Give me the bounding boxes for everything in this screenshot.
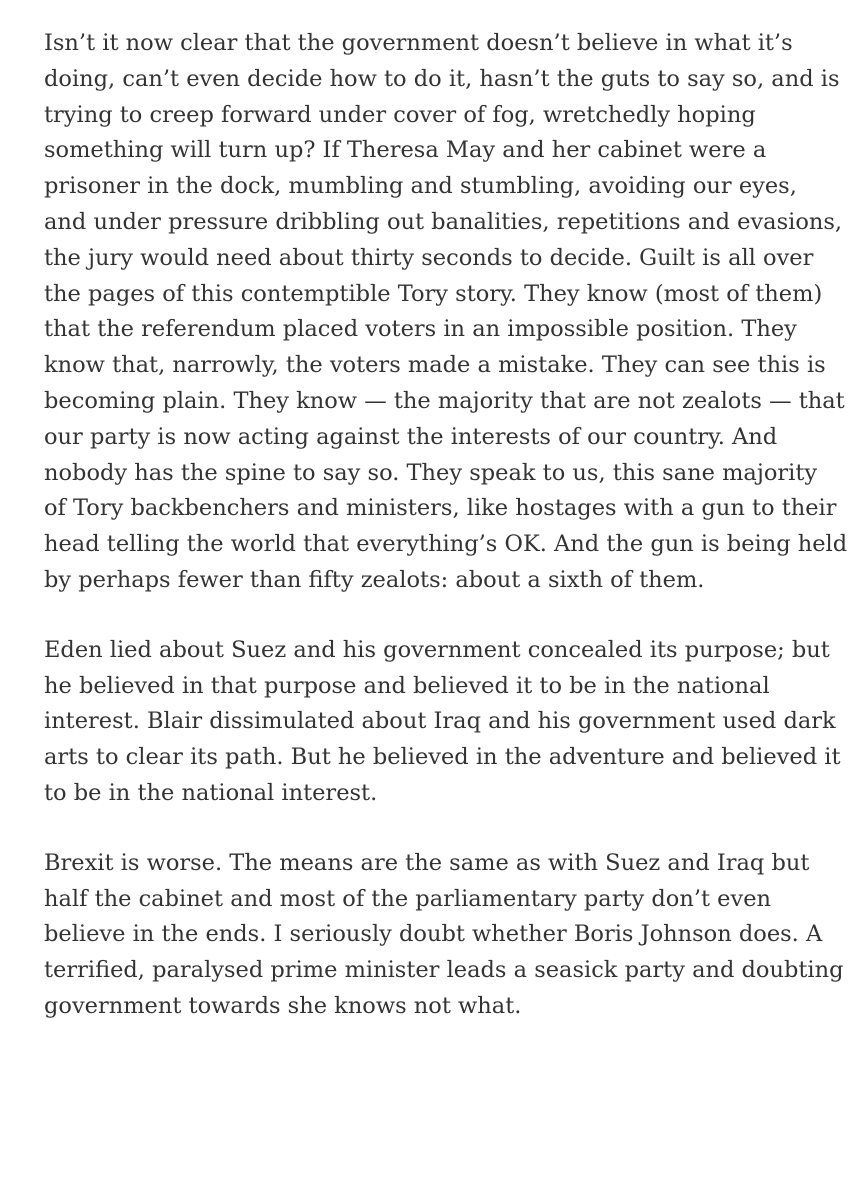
text-line: trying to creep forward under cover of fog, wretchedly hoping	[44, 101, 756, 128]
text-line: nobody has the spine to say so. They speak to us, this sane majority	[44, 459, 818, 486]
text-line: becoming plain. They know — the majority that are not zealots — that	[44, 387, 845, 414]
text-line: interest. Blair dissimulated about Iraq and his government used dark	[44, 708, 836, 735]
text-line: that the referendum placed voters in an impossible position. They	[44, 316, 797, 343]
text-line: government towards she knows not what.	[44, 992, 522, 1019]
text-line: doing, can’t even decide how to do it, hasn’t the guts to say so, and is	[44, 65, 840, 92]
text-line: half the cabinet and most of the parliamentary party don’t even	[44, 885, 771, 912]
text-line: he believed in that purpose and believed it to be in the national	[44, 672, 770, 699]
paragraph-2	[44, 633, 844, 812]
text-line: arts to clear its path. But he believed in the adventure and believed it	[44, 744, 841, 771]
text-line: prisoner in the dock, mumbling and stumbling, avoiding our eyes,	[44, 173, 797, 200]
text-line: our party is now acting against the interests of our country. And	[44, 423, 778, 450]
paragraph-1	[44, 26, 848, 599]
text-line: believe in the ends. I seriously doubt whether Boris Johnson does. A	[44, 921, 823, 948]
text-line: to be in the national interest.	[44, 779, 378, 806]
text-line: Eden lied about Suez and his government concealed its purpose; but	[44, 636, 830, 663]
text-line: something will turn up? If Theresa May and her cabinet were a	[44, 137, 767, 164]
text-line: head telling the world that everything’s OK. And the gun is being held	[44, 531, 848, 558]
text-line: of Tory backbenchers and ministers, like hostages with a gun to their	[44, 495, 837, 522]
paragraph-3	[44, 846, 844, 1025]
text-line: and under pressure dribbling out banalities, repetitions and evasions,	[44, 208, 843, 235]
text-line: Isn’t it now clear that the government doesn’t believe in what it’s	[44, 30, 793, 56]
article-body	[44, 26, 848, 1059]
text-line: terrified, paralysed prime minister leads a seasick party and doubting	[44, 957, 844, 984]
text-line: by perhaps fewer than fifty zealots: about a sixth of them.	[44, 566, 705, 593]
text-line: Brexit is worse. The means are the same as with Suez and Iraq but	[44, 849, 810, 876]
text-line: the jury would need about thirty seconds to decide. Guilt is all over	[44, 244, 814, 271]
text-line: know that, narrowly, the voters made a mistake. They can see this is	[44, 352, 826, 379]
text-line: the pages of this contemptible Tory story. They know (most of them)	[44, 280, 823, 307]
